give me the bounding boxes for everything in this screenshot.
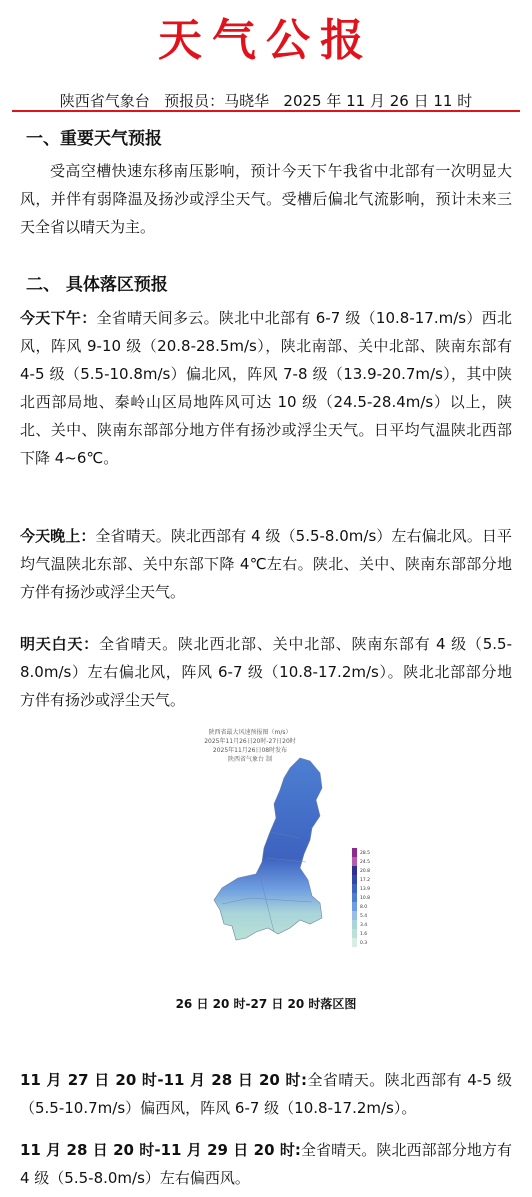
- legend-tick-label: 17.2: [360, 878, 371, 883]
- section2-heading: 二、 具体落区预报: [26, 275, 168, 295]
- forecaster-name: 预报员：马晓华: [164, 92, 270, 110]
- day2-label: 11 月 27 日 20 时-11 月 28 日 20 时:: [20, 1071, 308, 1089]
- forecast-tomorrow-day: [20, 630, 512, 714]
- map-title-line: 陕西省气象台 制: [228, 756, 272, 763]
- forecast-day3: [20, 1136, 512, 1192]
- legend-tick-label: 5.4: [360, 914, 368, 919]
- legend-swatch: [352, 893, 357, 902]
- this-afternoon-label: 今天下午：: [20, 309, 97, 327]
- legend-swatch: [352, 902, 357, 911]
- map-title-line: 陕西省最大风速预报图（m/s）: [208, 729, 292, 736]
- shaanxi-map-graphic: [150, 728, 386, 960]
- legend-swatch: [352, 848, 357, 857]
- day3-label: 11 月 28 日 20 时-11 月 29 日 20 时:: [20, 1141, 301, 1159]
- forecast-day2: [20, 1066, 512, 1122]
- shaanxi-province-shape: [214, 758, 322, 940]
- legend-tick-label: 28.5: [360, 851, 371, 856]
- issue-datetime: 2025 年 11 月 26 日 11 时: [283, 92, 473, 110]
- legend-tick-label: 10.8: [360, 896, 371, 901]
- bulletin-meta: [0, 90, 532, 111]
- day2-text: 全省晴天。陕北西部有 4-5 级（5.5-10.7m/s）偏西风，阵风 6-7 级（10.8-17.2m/s）。: [20, 1071, 512, 1117]
- map-legend: [352, 848, 370, 947]
- tomorrow-day-label: 明天白天：: [20, 635, 99, 653]
- legend-swatch: [352, 857, 357, 866]
- wind-forecast-map: [150, 728, 386, 960]
- tonight-label: 今天晚上：: [20, 527, 96, 545]
- agency-name: 陕西省气象台: [59, 92, 150, 110]
- legend-swatch: [352, 875, 357, 884]
- legend-tick-label: 0.3: [360, 941, 368, 946]
- legend-swatch: [352, 884, 357, 893]
- header-divider: [12, 110, 520, 112]
- legend-tick-label: 8.0: [360, 905, 368, 910]
- legend-swatch: [352, 911, 357, 920]
- tomorrow-day-text: 全省晴天。陕北西北部、关中北部、陕南东部有 4 级（5.5-8.0m/s）左右偏北风，阵风 6-7 级（10.8-17.2m/s）。陕北北部部分地方伴有扬沙或浮尘天气。: [20, 635, 512, 709]
- map-caption: 26 日 20 时-27 日 20 时落区图: [175, 997, 357, 1011]
- section1-text: 受高空槽快速东移南压影响，预计今天下午我省中北部有一次明显大风，并伴有弱降温及扬沙或浮尘天气。受槽后偏北气流影响，预计未来三天全省以晴天为主。: [20, 162, 512, 236]
- map-title-line: 2025年11月26日20时-27日20时: [204, 738, 296, 745]
- section1-heading: 一、重要天气预报: [26, 129, 162, 149]
- legend-swatch: [352, 929, 357, 938]
- legend-swatch: [352, 920, 357, 929]
- legend-tick-label: 13.9: [360, 887, 371, 892]
- legend-tick-label: 24.5: [360, 860, 371, 865]
- this-afternoon-text: 全省晴天间多云。陕北中北部有 6-7 级（10.8-17.m/s）西北风，阵风 9-10 级（20.8-28.5m/s），陕北南部、关中北部、陕南东部有 4-5 级（5.5-10.8m/s）偏北风，阵风 7-8 级（13.9-20.7m/s），其中陕北西部局地、秦岭山区局地阵风可达 10 级（24.5-28.4m/s）以上，陕北、关中、陕南东部部分地方伴有扬沙或浮尘天气。日平均气温陕北西部下降 4~6℃。: [20, 309, 512, 467]
- tonight-text: 全省晴天。陕北西部有 4 级（5.5-8.0m/s）左右偏北风。日平均气温陕北东部、关中东部下降 4℃左右。陕北、关中、陕南东部部分地方伴有扬沙或浮尘天气。: [20, 527, 512, 601]
- legend-tick-label: 1.6: [360, 932, 368, 937]
- bulletin-title: 天气公报: [158, 15, 374, 66]
- legend-tick-label: 3.4: [360, 923, 368, 928]
- legend-swatch: [352, 866, 357, 875]
- forecast-tonight: [20, 522, 512, 606]
- day3-text: 全省晴天。陕北西部部分地方有 4 级（5.5-8.0m/s）左右偏西风。: [20, 1141, 512, 1187]
- forecast-this-afternoon: [20, 304, 512, 472]
- legend-tick-label: 20.8: [360, 869, 371, 874]
- legend-swatch: [352, 938, 357, 947]
- map-title-line: 2025年11月26日08时发布: [212, 747, 288, 754]
